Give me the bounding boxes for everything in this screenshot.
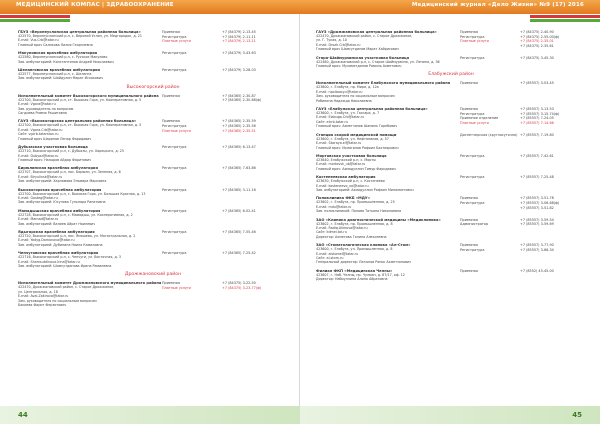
phone-number: +7 (84365) 2-35-56 (222, 124, 256, 129)
department-label: Регистратура (460, 55, 485, 60)
department-label: Регистратура (162, 187, 187, 192)
entry-detail-line: E-mail: mdu@tatar.ru (316, 204, 352, 209)
left-directory-content (18, 30, 288, 311)
phone-number: +7 (84379) 3-28-03 (222, 68, 256, 73)
entry-detail-line: E-mail: mortovsk_ub@tatar.ru (316, 162, 366, 167)
directory-entry (18, 119, 288, 141)
entry-detail-line: Зав. руководитель по вопросам (18, 106, 74, 111)
entry-detail-line: E-mail: Gosteg@tatar.ru (18, 195, 58, 200)
entry-department-column (460, 30, 520, 44)
entry-detail-line: Директор: Ахметова Галина Алексеевна (316, 234, 387, 239)
entry-name: Старо-Шаймурзинская участковая больница (316, 55, 410, 60)
entry-department-column (162, 119, 222, 133)
entry-detail-line: Директор: Набиуллина Алина Айратовна (316, 277, 388, 282)
entry-detail-line: Зав. амбулаторией: Харламова Эльмира Марсовна (18, 179, 107, 184)
entry-department-column (162, 51, 222, 56)
entry-phone-column (222, 145, 292, 150)
phone-number: +7 (8552) 45-45-00 (520, 268, 554, 273)
entry-detail-line: Сайт: kdmel.tat.ru (316, 230, 347, 235)
department-label: Приемная (460, 30, 478, 34)
phone-number: +7 (84365) 7-63-86 (222, 166, 256, 171)
left-footer-bar (0, 406, 300, 424)
department-label: Регистратура (162, 51, 187, 56)
entry-name: ГАУЗ «Дрожжановская центральная районная больница» (316, 30, 437, 34)
left-header-title: МЕДИЦИНСКИЙ КОМПАС | ЗДРАВООХРАНЕНИЕ (16, 2, 174, 8)
department-label: Платные услуги (162, 39, 191, 44)
entry-detail-line: Главный врач: Ахмадуллин Тимур Фаридович (316, 166, 396, 171)
entry-name: Костенеевская амбулатория (316, 175, 376, 180)
entry-name: Мамадышская врачебная амбулатория (18, 208, 101, 213)
entry-detail-line: Главный врач: Мухаметдинов Рамиль Ахметович (316, 64, 402, 69)
entry-detail-line: E-mail: Dubyaz@tatar.ru (18, 153, 59, 158)
entry-detail-line: 423600, г. Елабуга, ул. Промышленная, д. 8 (316, 247, 393, 252)
entry-detail-line: Главный врач: Ахметзянов Шамиль Гаребович (316, 124, 398, 129)
entry-phone-column (520, 218, 590, 227)
entry-detail-line: 423602, г. Елабуга, пр. Промышленная, д. 8 (316, 221, 393, 226)
entry-detail-line: Зав. амбулаторией: Валиев Айрат Наилевич (18, 221, 96, 226)
department-label: Регистратура (460, 247, 485, 252)
entry-detail-line: 422580, Верхнеуслонский р-н, с. Русское Макулово (18, 55, 108, 60)
entry-name: Исполнительный комитет Елабужского муниципального района (316, 81, 451, 86)
entry-name: Шеланговская врачебная амбулатория (18, 68, 100, 73)
entry-detail-line: Бакиева Фарит Ферзитович (18, 303, 67, 308)
entry-detail-line: Сагдиева Римма Рашитовна (18, 111, 67, 116)
department-label: Приемная (162, 119, 180, 124)
entry-department-column (162, 230, 222, 235)
directory-entry (18, 68, 288, 81)
entry-phone-column (520, 30, 590, 48)
phone-number: +7 (85557) 3-77-90 (520, 243, 554, 248)
entry-detail-line: 422707, Высокогорский р-н, пос. Бирюли, ул. Зеленая, д. 6 (18, 170, 121, 175)
phone-number: +7 (85557) 7-14-66 (520, 120, 554, 125)
entry-detail-line: Сайт: al-stom.ru (316, 256, 344, 260)
department-label: Приемная (460, 107, 478, 112)
entry-detail-line: E-mail: npolloooy.v@tatar.ru (316, 89, 363, 94)
entry-detail-line: 422710, Высокогорский р-н, с. Дубьязы, ул. Харецкого, д. 25 (18, 149, 124, 154)
entry-detail-line: 423600, г. Елабуга, пр. Мира, д. 12а (316, 85, 379, 90)
entry-detail-line: Рябинина Надежда Николаевна (316, 98, 372, 103)
entry-detail-line: 422577, Верхнеуслонский р-н, с. Шеланга (18, 72, 92, 77)
entry-department-column (162, 251, 222, 256)
phone-number: +7 (84365) 2-35-59 (222, 119, 256, 124)
entry-detail-line: E-mail: Elabuga.Crb@tatar.ru (316, 115, 365, 120)
phone-number: +7 (84375) 3-23-77(ф) (222, 286, 262, 290)
entry-department-column (162, 166, 222, 171)
entry-department-column (460, 107, 520, 125)
phone-number: +7 (85557) 7-25-48 (520, 175, 554, 180)
phone-number: +7 (85557) 3-03-45 (520, 81, 554, 86)
entry-phone-column (520, 56, 590, 61)
entry-detail-line: E-mail: Mamad@tatar.ru (18, 217, 59, 222)
entry-department-column (460, 218, 520, 227)
department-label: Диспетчерская (круглосуточно) (460, 132, 518, 137)
entry-detail-line: 422700, Высокогорский р-н, с. Высокая Гора, ул. Большая Красная, д. 13 (18, 191, 146, 196)
entry-phone-column (222, 51, 292, 56)
entry-detail-line: E-mail: Shamsutdinova.Irina@tatar.ru (18, 259, 80, 264)
entry-phone-column (520, 243, 590, 252)
region-heading: Высокогорский район (126, 84, 180, 90)
phone-number: +7 (84365) 6-02-41 (222, 208, 256, 213)
entry-name: Исполнительный комитет Дрожжановского муниципального района (18, 281, 162, 286)
right-header-title: Медицинский журнал «Дело Жизни» №9 (17) 2016 (411, 2, 584, 8)
directory-entry (316, 56, 586, 69)
entry-phone-column (520, 196, 590, 210)
entry-detail-line: E-mail: alstomel@tatar.ru (316, 251, 359, 256)
entry-detail-line: E-mail: Aval.Zakirova@tatar.ru (18, 294, 69, 299)
entry-name: Дубьязская участковая больница (18, 145, 88, 150)
entry-detail-line: 423602, г. Елабуга, пр. Промышленная, д. 25 (316, 200, 395, 205)
department-label: Приемная (460, 243, 478, 248)
phone-number: +7 (84365) 7-25-42 (222, 251, 256, 256)
directory-entry (18, 251, 288, 268)
directory-entry (316, 196, 586, 213)
entry-department-column (460, 196, 520, 205)
entry-detail-line: 423640, Елабужский р-н, с. Морты (316, 157, 376, 162)
directory-entry (18, 166, 288, 183)
entry-detail-line: E-mail: Radiq.Alimova@tatar.ru (316, 225, 368, 230)
entry-name: Ядыгарская врачебная амбулатория (18, 229, 95, 234)
entry-name: Макуловская врачебная амбулатория (18, 51, 98, 56)
entry-department-column (162, 68, 222, 73)
phone-number: +7 (85557) 7-24-05 (520, 116, 554, 121)
right-directory-content (316, 30, 586, 286)
department-label: Регистратура (162, 229, 187, 234)
entry-phone-column (520, 269, 590, 274)
entry-detail-line: 423600, г. Елабуга, ул. Нефтяников, д. 57 (316, 136, 389, 141)
directory-entry (18, 94, 288, 116)
entry-detail-line: E-mail: Vgora@tatar.ru (18, 102, 56, 107)
entry-detail-line: Зам. руководителя по социальным вопросам (316, 94, 395, 99)
entry-detail-line: 422716, Высокогорский р-н, с. Чепчуги, ул. Восточная, д. 3 (18, 255, 121, 260)
entry-phone-column (520, 133, 590, 138)
entry-name: Чепчуговская врачебная амбулатория (18, 251, 99, 256)
directory-entry (316, 133, 586, 150)
phone-number: +7 (85557) 3-51-82 (520, 205, 554, 210)
right-decorative-stripes (530, 14, 600, 30)
phone-number: +7 (84375) 2-35-01 (520, 39, 554, 44)
department-label: Платные услуги (460, 39, 489, 44)
entry-detail-line: 423630, Елабужский р-н, с. Костенеево (316, 179, 385, 184)
department-label: Регистратура (162, 145, 187, 150)
directory-entry (316, 218, 586, 240)
department-label: Регистратура (162, 124, 187, 129)
entry-detail-line: 422570, Верхнеуслонский р-н, с. Верхний Услон, ул. Медгородок, д. 21 (18, 34, 142, 38)
phone-number: +7 (84375) 3-45-30 (520, 55, 554, 60)
entry-detail-line: E-mail: kosteneevo_va@tatar.ru (316, 183, 369, 188)
department-label: Приемная (460, 217, 478, 222)
department-label: Регистратура (162, 166, 187, 171)
entry-department-column (162, 145, 222, 150)
entry-detail-line: Сайт: elcrb.tatar.ru (316, 119, 348, 124)
entry-department-column (460, 269, 520, 274)
directory-entry (316, 30, 586, 52)
directory-entry (18, 51, 288, 64)
phone-number: +7 (85557) 7-19-80 (520, 132, 554, 137)
entry-detail-line: Зав. амбулаторией: Дубинина Наиля Камиловна (18, 242, 103, 247)
entry-department-column (162, 281, 222, 290)
entry-detail-line: 422480, Дрожжановский р-н, с. Старое Шаймурзино, ул. Ленина, д. 36 (316, 59, 440, 64)
right-footer-bar (300, 406, 600, 424)
entry-name: Поликлиника ФКБ «МДУ» (316, 196, 371, 201)
entry-department-column (460, 243, 520, 252)
phone-number: +7 (84365) 6-13-47 (222, 145, 256, 150)
entry-detail-line: 422700, Высокогорский р-н, ст. Высокая Гора, ул. Кооперативная, д. 5 (18, 123, 142, 128)
department-label: Регистратура (460, 175, 485, 180)
entry-detail-line: Главный врач Шамсутдинов Марат Хайрисович (316, 47, 399, 52)
entry-detail-line: 422470, Дрожжановский район, с. Старое Дрожжаное, (18, 285, 115, 290)
entry-detail-line: 423600, г. Елабуга, ул. Гассара, д. 7 (316, 111, 380, 116)
directory-entry (316, 154, 586, 171)
entry-detail-line: Главный врач Салихова Лилия Георгиевна (18, 42, 93, 47)
entry-department-column (460, 56, 520, 61)
entry-detail-line: ул. Центральная, д. 18 (18, 289, 58, 294)
entry-department-column (162, 188, 222, 193)
department-label: Регистратура (460, 111, 485, 116)
phone-number: +7 (85557) 3-15-74(ф) (520, 111, 560, 116)
phone-number: +7 (85557) 3-13-53 (520, 107, 554, 112)
entry-phone-column (222, 209, 292, 214)
entry-phone-column (222, 30, 292, 44)
entry-department-column (460, 133, 520, 138)
entry-detail-line: E-mail: Vgora.Crb@tatar.ru (18, 127, 63, 132)
phone-number: +7 (85557) 3-51-78 (520, 196, 554, 201)
entry-detail-line: E-mail: Vus.Crb@tatar.ru (18, 38, 59, 43)
entry-detail-line: Главный врач Шарипов Ленар Фаридович (18, 136, 92, 141)
department-label: Регистратура (460, 34, 485, 39)
entry-name: ЗАО «Клиника диагностической медицины «Медиклиника» (316, 217, 441, 222)
entry-detail-line: Зав. амбулаторией: Шамсутдинова Ирина Рамилевна (18, 264, 112, 268)
phone-number: +7 (84365) 2-35-51 (222, 128, 256, 133)
directory-entry (316, 269, 586, 282)
entry-detail-line: 422720, Высокогорский р-н, пос. Ямашево, ул. Магистральная, д. 2 (18, 233, 136, 238)
entry-name: ГАУЗ «Елабужская центральная районная больница» (316, 107, 428, 112)
entry-detail-line: E-mail: Biryulinsk@tatar.ru (18, 174, 63, 179)
phone-number: +7 (85557) 3-59-54 (520, 217, 554, 222)
directory-entry (18, 281, 288, 307)
left-header-bar (0, 0, 300, 14)
entry-phone-column (222, 281, 292, 290)
left-decorative-stripes (0, 14, 70, 30)
entry-department-column (460, 154, 520, 159)
entry-phone-column (222, 230, 292, 235)
phone-number: +7 (85557) 3-06-68(ф) (520, 200, 560, 205)
directory-entry (18, 230, 288, 247)
entry-detail-line: 423607, г. Наб. Челны, пр. Чулман, д. 87/17, оф. 12 (316, 272, 405, 277)
department-label: Платные услуги (162, 286, 191, 290)
directory-entry (316, 107, 586, 129)
entry-name: Филиал ФКП «Медицинская Челны» (316, 268, 393, 273)
directory-entry (316, 175, 586, 192)
department-label: Регистратура (162, 68, 187, 73)
phone-number: +7 (84379) 3-43-63 (222, 51, 256, 56)
department-label: Регистратура (162, 208, 187, 213)
department-label: Приемная (460, 81, 478, 86)
entry-phone-column (222, 188, 292, 193)
entry-detail-line: 422470, Дрожжановский район, с. Старое Дрожжаное, (316, 34, 413, 38)
entry-detail-line: Зам. руководителя по социальным вопросам (18, 298, 97, 303)
directory-entry (316, 81, 586, 103)
phone-number: +7 (85557) 7-42-61 (520, 153, 554, 158)
entry-name: Мортовская участковая больница (316, 153, 387, 158)
entry-phone-column (222, 166, 292, 171)
phone-number: +7 (84375) 2-35-61 (520, 43, 554, 48)
phone-number: +7 (84365) 7-55-46 (222, 229, 256, 234)
entry-phone-column (520, 81, 590, 86)
phone-number: +7 (84379) 2-13-11 (222, 39, 256, 44)
right-header-bar (300, 0, 600, 14)
entry-detail-line: ул. Г. Тукая, д. 10 (316, 38, 347, 43)
entry-detail-line: E-mail: Drozh.Crb@tatar.ru (316, 42, 361, 47)
entry-detail-line: Зав. амбулаторией: Константинов Андрей Николаевич (18, 59, 114, 64)
department-label: Приемная (460, 268, 478, 273)
entry-detail-line: Зав. амбулаторией: Ахмадуллин Рафаил Минахметович (316, 187, 414, 192)
directory-entry (18, 145, 288, 162)
phone-number: +7 (84375) 2-40-90 (520, 30, 554, 34)
entry-phone-column (520, 154, 590, 159)
entry-detail-line: Зав. амбулаторией: Юсупова Гульнара Ринатовна (18, 200, 106, 205)
entry-detail-line: 422700, Высокогорский р-н, ст. Высокая Гора, ул. Кооперативная, д. 5 (18, 97, 142, 102)
entry-name: Высокогорская врачебная амбулатория (18, 187, 102, 192)
entry-phone-column (520, 175, 590, 180)
phone-number: +7 (84375) 2-55-00(ф) (520, 34, 560, 39)
entry-department-column (162, 30, 222, 44)
department-label: Приемная (162, 30, 180, 34)
phone-number: +7 (84375) 3-22-50 (222, 281, 256, 286)
region-heading: Елабужский район (428, 72, 474, 78)
phone-number: +7 (84365) 2-30-87 (222, 93, 256, 98)
entry-phone-column (222, 94, 292, 103)
entry-name: ЗАО «Стоматологическая клиника «Ал-Стом» (316, 243, 411, 248)
entry-detail-line: E-mail: Yadyg.Damonova@tatar.ru (18, 238, 75, 243)
entry-detail-line: 422728, Высокогорский р-н, с. Мамадыш, ул. Кооперативная, д. 2 (18, 212, 133, 217)
department-label: Приемная (460, 196, 478, 201)
department-label: Регистратура (162, 251, 187, 256)
directory-entry (18, 188, 288, 205)
entry-detail-line: Сайт: vgcrb.tatarstan.ru (18, 132, 59, 137)
right-page-number: 45 (572, 411, 582, 419)
phone-number: +7 (85557) 3-66-34 (520, 247, 554, 252)
entry-phone-column (222, 119, 292, 133)
directory-entry (18, 30, 288, 47)
entry-detail-line: Зав. поликлиникой: Попова Татьяна Николаевна (316, 209, 402, 214)
directory-entry (316, 243, 586, 265)
entry-detail-line: Генеральный директор: Латыпов Ранис Ахметзянович (316, 260, 411, 265)
phone-number: +7 (85557) 3-59-69 (520, 222, 554, 227)
entry-phone-column (222, 68, 292, 73)
entry-detail-line: Главный врач: Назыров Айдар Фаритович (18, 157, 92, 162)
department-label: Регистратура (162, 34, 187, 39)
entry-name: Бирюлинская врачебная амбулатория (18, 166, 98, 171)
entry-department-column (162, 94, 222, 99)
phone-number: +7 (84379) 2-13-45 (222, 30, 256, 34)
department-label: Приемное отделение (460, 116, 499, 121)
entry-department-column (162, 209, 222, 214)
entry-detail-line: Зав. амбулаторией: Шайдулин Марат Исхакович (18, 76, 103, 81)
entry-name: ГАУЗ «Высокогорская центральная районная больница» (18, 119, 137, 124)
entry-phone-column (520, 107, 590, 125)
department-label: Регистратура (460, 200, 485, 205)
entry-department-column (460, 81, 520, 86)
entry-detail-line: Главный врач: Исмагилов Рафаил Бахтиярович (316, 145, 399, 150)
entry-name: Станция скорой медицинской помощи (316, 132, 397, 137)
department-label: Платные услуги (162, 128, 191, 133)
phone-number: +7 (84365) 3-11-16 (222, 187, 256, 192)
department-label: Администратор (460, 222, 489, 227)
entry-name: Исполнительный комитет Высокогорского муниципального района (18, 93, 159, 98)
department-label: Платные услуги (460, 120, 489, 125)
department-label: Приемная (162, 281, 180, 286)
right-page (300, 0, 600, 424)
phone-number: +7 (84379) 2-11-11 (222, 34, 256, 39)
directory-entry (18, 209, 288, 226)
entry-name: ГБУЗ «Верхнеуслонская центральная районная больница» (18, 30, 141, 34)
left-page-number: 44 (18, 411, 28, 419)
entry-detail-line: E-mail: Skoraya.el@tatar.ru (316, 141, 362, 146)
entry-phone-column (222, 251, 292, 256)
department-label: Регистратура (460, 153, 485, 158)
department-label: Приемная (162, 93, 180, 98)
phone-number: +7 (84365) 2-30-86(ф) (222, 98, 262, 103)
entry-department-column (460, 175, 520, 180)
region-heading: Дрожжановский район (124, 272, 182, 278)
